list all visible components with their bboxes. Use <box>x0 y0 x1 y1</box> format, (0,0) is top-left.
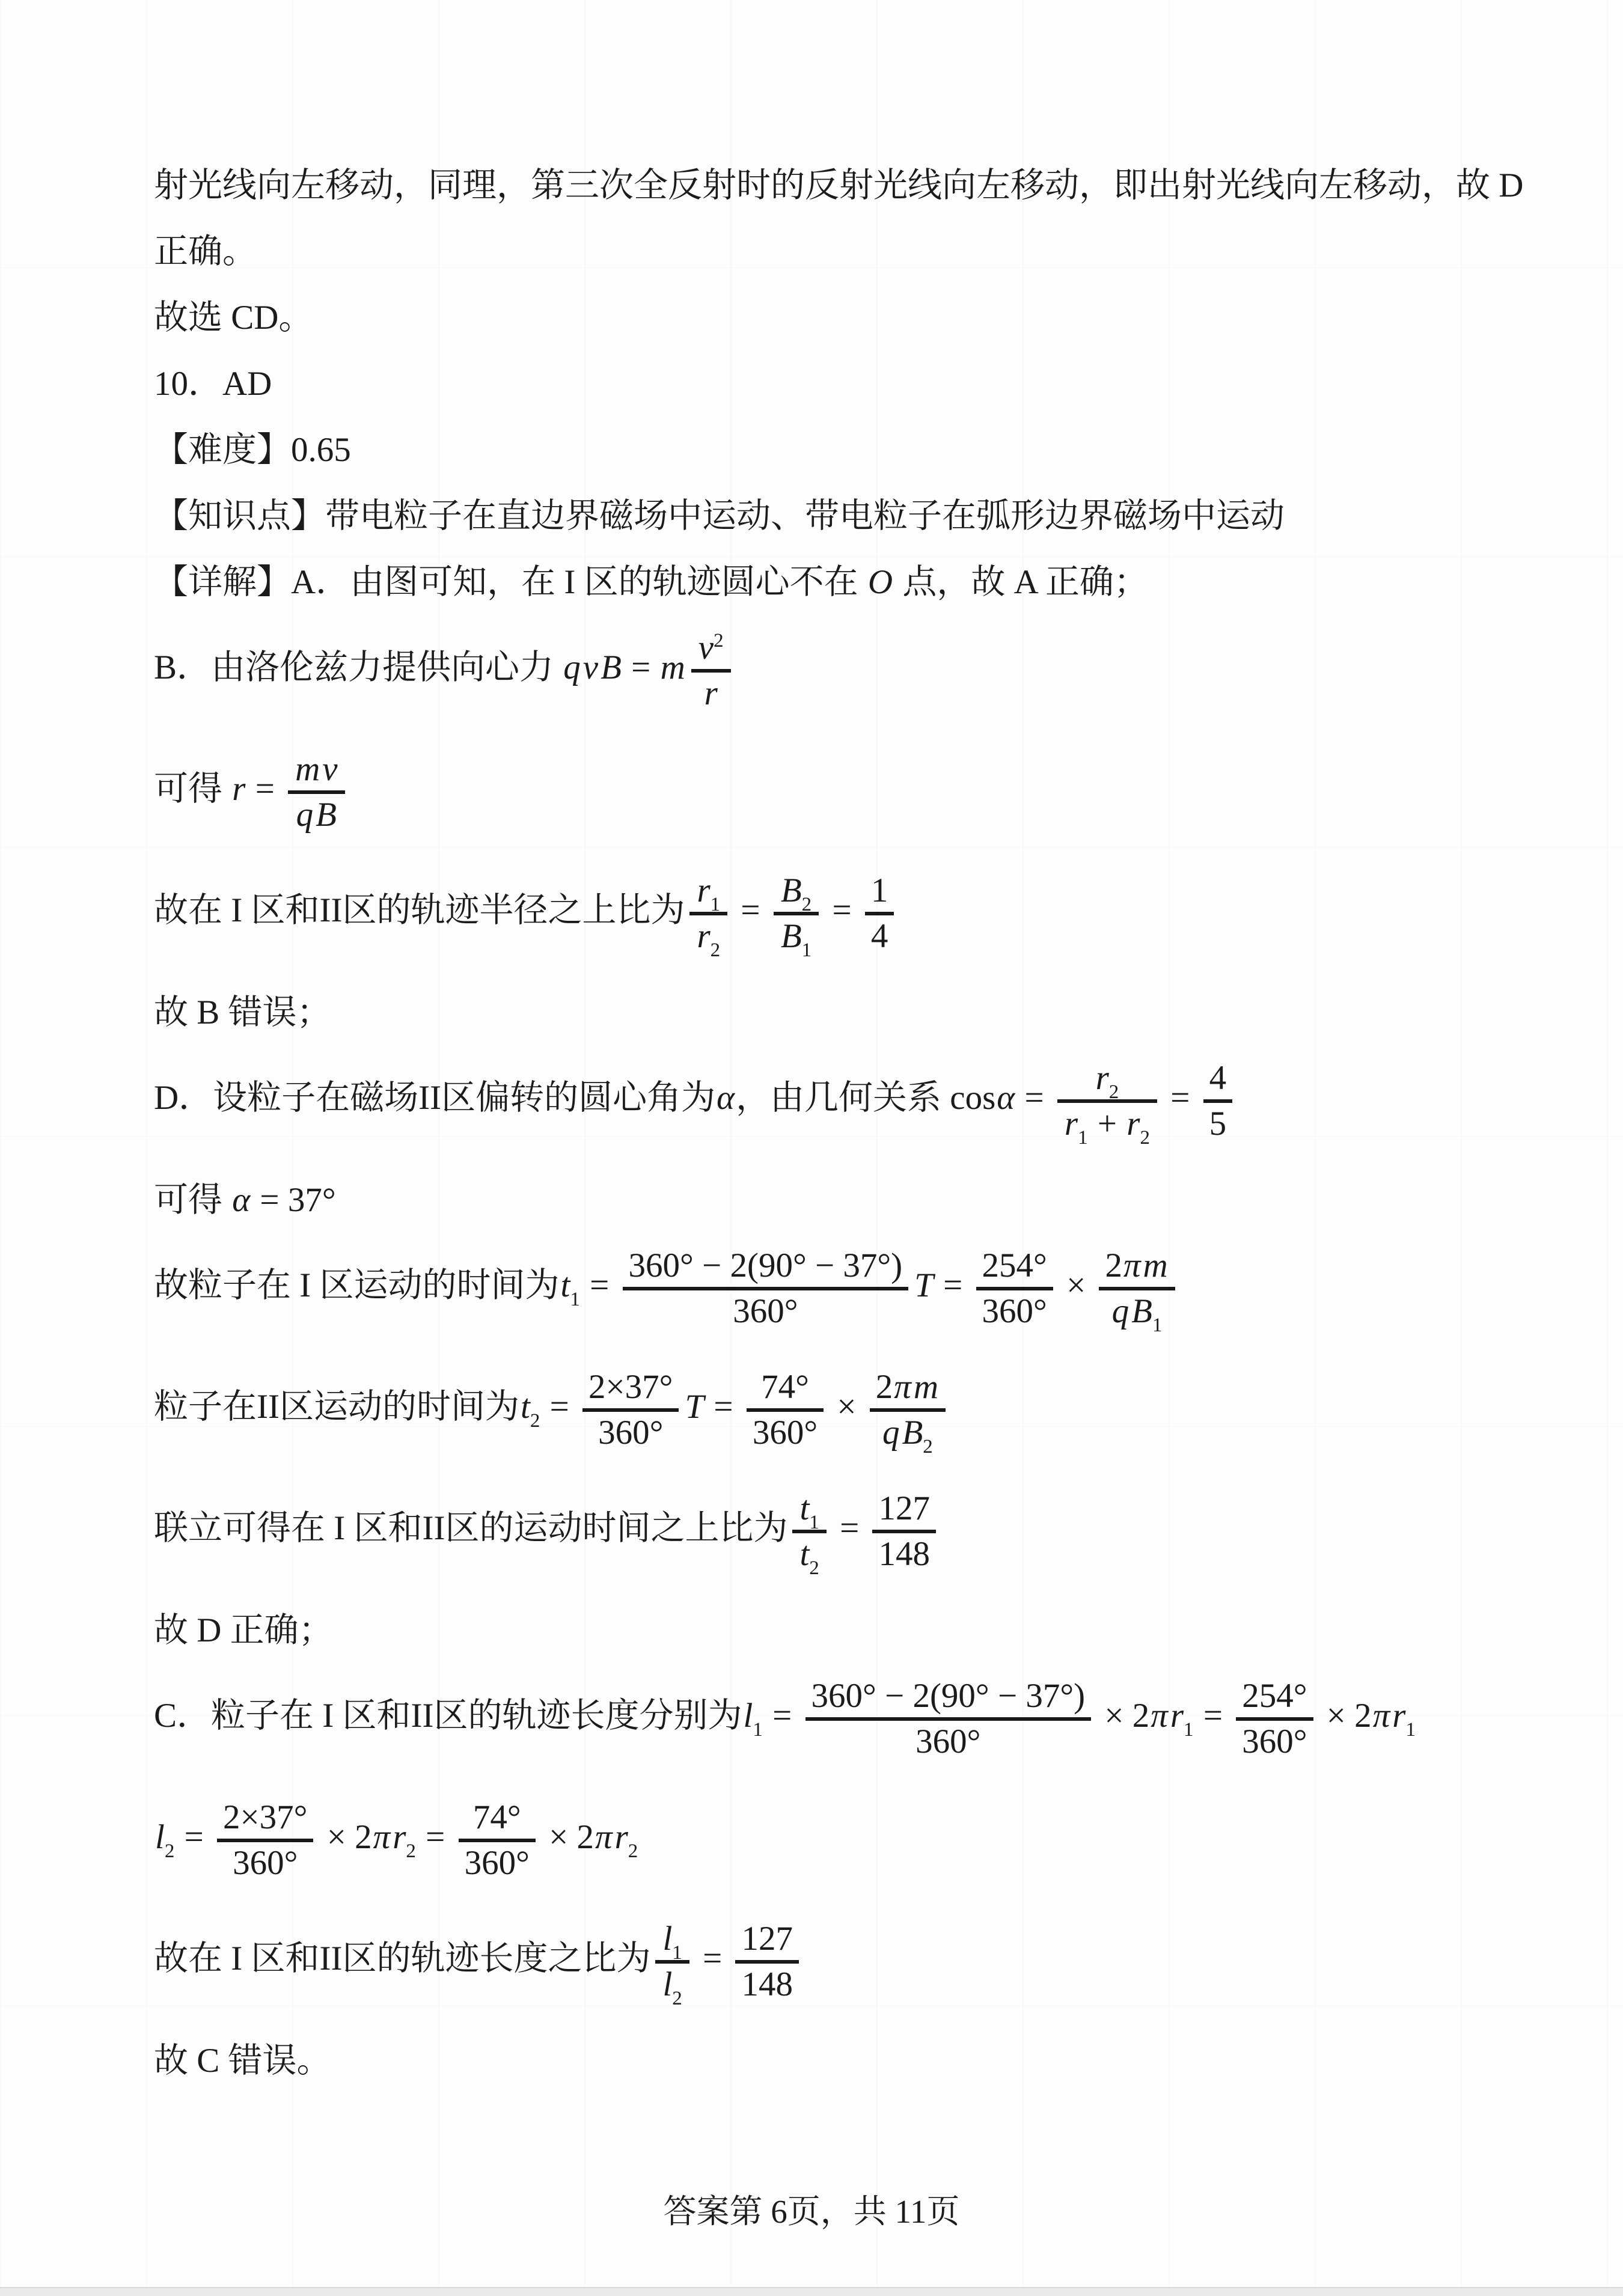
subscript: 2 <box>923 1435 933 1458</box>
fraction-denominator <box>1099 1290 1175 1336</box>
subscript: 1 <box>809 1511 819 1533</box>
text-run: 2×37° <box>588 1368 673 1406</box>
text-run: 148 <box>741 1965 793 2003</box>
text-run: = <box>1194 1697 1232 1735</box>
text-run: 故 C 错误。 <box>154 2042 331 2080</box>
text-run: = <box>1161 1079 1199 1117</box>
fraction <box>805 1678 1092 1760</box>
formula-line <box>154 1678 1497 1760</box>
subscript: 2 <box>1108 1081 1119 1103</box>
text-run: 2 <box>875 1368 893 1406</box>
math-variable: $B_1$ <box>780 917 812 961</box>
text-run: = <box>824 891 860 930</box>
answer-content <box>154 166 1524 2108</box>
formula-line <box>154 1489 1497 1579</box>
math-variable: $l_2$ <box>155 1818 175 1862</box>
text-run: 1 <box>870 872 888 909</box>
math-variable: π <box>1151 1697 1168 1735</box>
text-line <box>154 564 1497 601</box>
math-variable: π <box>1123 1247 1141 1284</box>
math-variable: O <box>867 563 893 601</box>
math-variable: $r_2$ <box>1095 1059 1119 1103</box>
math-variable: $t_2$ <box>520 1388 540 1432</box>
text-line <box>154 299 1497 337</box>
fraction <box>747 1369 824 1451</box>
math-variable: $t_2$ <box>799 1535 819 1579</box>
math-variable: q <box>882 1414 900 1452</box>
text-run: 故在 I 区和II区的轨迹半径之上比为 <box>154 891 685 930</box>
fraction-numerator <box>805 1678 1092 1721</box>
math-variable: $r_2$ <box>1126 1105 1150 1149</box>
fraction <box>735 1921 799 2003</box>
formula-line <box>154 751 1497 833</box>
formula-line <box>154 1920 1497 2009</box>
fraction-numerator <box>976 1248 1053 1290</box>
text-line <box>154 432 1497 469</box>
text-run: 127 <box>878 1489 930 1527</box>
text-run: 127 <box>741 1920 793 1958</box>
fraction-denominator <box>655 1964 689 2009</box>
math-variable: v <box>582 649 599 687</box>
formula-line <box>154 1059 1497 1149</box>
text-run: 360° <box>464 1844 530 1882</box>
text-run: = <box>541 1388 578 1426</box>
text-run: 可得 <box>154 1181 231 1219</box>
subscript: 1 <box>710 893 721 915</box>
formula-line <box>154 1368 1497 1458</box>
fraction-denominator <box>1057 1103 1157 1149</box>
fraction-denominator <box>792 1533 826 1579</box>
fraction-denominator <box>805 1721 1092 1760</box>
text-line <box>154 994 1497 1031</box>
fraction-numerator <box>1236 1678 1313 1721</box>
math-variable: m <box>295 750 320 788</box>
fraction-denominator <box>865 915 894 954</box>
text-run: 点，故 A 正确； <box>894 563 1148 601</box>
fraction <box>872 1491 936 1572</box>
math-variable: π <box>595 1818 613 1857</box>
text-run: × <box>828 1388 865 1426</box>
fraction-numerator <box>865 873 894 915</box>
math-variable: $l_1$ <box>662 1920 682 1964</box>
scan-bottom-edge <box>0 2287 1623 2296</box>
math-variable: $r_2$ <box>393 1818 416 1862</box>
text-run: 4 <box>870 917 888 955</box>
math-variable: $v^2$ <box>698 629 724 667</box>
text-run: × 2 <box>1096 1697 1150 1735</box>
math-variable: π <box>1372 1697 1390 1735</box>
text-run: 360° <box>982 1292 1047 1330</box>
text-run: = <box>622 649 659 687</box>
fraction-denominator <box>747 1412 824 1451</box>
text-run: ，由几何关系 cos <box>736 1079 996 1117</box>
superscript: 2 <box>714 630 724 652</box>
subscript: 2 <box>809 1557 819 1579</box>
text-run: = <box>694 1940 731 1978</box>
math-variable: α <box>232 1181 251 1219</box>
fraction-denominator <box>774 915 819 961</box>
text-run: 360° <box>915 1723 981 1760</box>
text-run: = <box>1016 1079 1053 1117</box>
fraction-denominator <box>623 1290 909 1330</box>
math-variable: $B_1$ <box>1131 1292 1163 1336</box>
text-run: 故 B 错误； <box>154 994 331 1031</box>
math-variable: T <box>685 1388 705 1426</box>
text-run: × 2 <box>318 1818 372 1857</box>
fraction-denominator <box>872 1533 936 1572</box>
fraction-numerator <box>792 1491 826 1533</box>
fraction <box>1236 1678 1313 1760</box>
math-variable: $r_1$ <box>1064 1105 1088 1149</box>
fraction-denominator <box>689 915 727 961</box>
fraction-denominator <box>735 1964 799 2003</box>
text-run: 故 D 正确； <box>154 1611 333 1649</box>
text-line <box>154 166 1524 204</box>
text-line <box>154 365 1497 403</box>
fraction-numerator <box>774 873 819 915</box>
page-footer-text: 答案第 6页，共 11页 <box>663 2193 960 2230</box>
text-run: 【知识点】带电粒子在直边界磁场中运动、带电粒子在弧形边界磁场中运动 <box>154 497 1285 535</box>
math-variable: $r_2$ <box>614 1818 638 1862</box>
formula-line <box>154 1247 1497 1336</box>
math-variable: $B_2$ <box>780 872 812 915</box>
text-run: 可得 <box>154 770 231 808</box>
math-variable: m <box>913 1368 938 1406</box>
subscript: 2 <box>710 939 721 961</box>
text-run: 【详解】A．由图可知，在 I 区的轨迹圆心不在 <box>154 563 867 601</box>
math-variable: $l_2$ <box>662 1965 682 2009</box>
page-footer <box>0 2194 1623 2230</box>
text-run: = <box>176 1818 213 1857</box>
text-run: 74° <box>761 1368 809 1406</box>
text-run: C．粒子在 I 区和II区的轨迹长度分别为 <box>154 1697 742 1735</box>
fraction <box>655 1920 689 2009</box>
text-run: D．设粒子在磁场II区偏转的圆心角为 <box>154 1079 716 1117</box>
fraction-denominator <box>691 673 731 712</box>
text-run: 360° <box>733 1292 798 1330</box>
text-run: 射光线向左移动，同理，第三次全反射时的反射光线向左移动，即出射光线向左移动，故 D <box>154 166 1524 204</box>
text-run: 联立可得在 I 区和II区的运动时间之上比为 <box>154 1509 788 1548</box>
fraction <box>976 1248 1053 1330</box>
subscript: 1 <box>753 1718 763 1741</box>
text-run: 4 <box>1209 1059 1227 1097</box>
math-variable: T <box>914 1266 934 1305</box>
math-variable: r <box>704 674 718 712</box>
fraction-numerator <box>217 1800 313 1842</box>
fraction-denominator <box>288 794 344 833</box>
text-run: = 37° <box>251 1181 336 1219</box>
fraction <box>1099 1247 1175 1336</box>
fraction-numerator <box>623 1248 909 1290</box>
fraction-numerator <box>872 1491 936 1533</box>
fraction-numerator <box>870 1369 946 1412</box>
fraction-numerator <box>691 630 731 673</box>
subscript: 1 <box>801 939 812 961</box>
text-run: 74° <box>472 1798 521 1836</box>
subscript: 2 <box>672 1987 682 2009</box>
math-variable: $r_2$ <box>697 917 721 961</box>
fraction <box>870 1368 946 1458</box>
text-run: 254° <box>982 1247 1047 1284</box>
text-run: = <box>246 770 284 808</box>
text-run: 故在 I 区和II区的轨迹长度之比为 <box>154 1940 651 1978</box>
fraction-denominator <box>582 1412 679 1451</box>
text-run: = <box>732 891 769 930</box>
math-variable: v <box>322 750 338 788</box>
text-run: 10．AD <box>154 365 272 403</box>
text-run: 360° <box>233 1844 298 1882</box>
fraction-denominator <box>976 1290 1053 1330</box>
math-variable: $l_1$ <box>743 1697 763 1741</box>
formula-line <box>154 872 1497 961</box>
math-variable: m <box>660 649 685 687</box>
subscript: 1 <box>1184 1718 1194 1741</box>
fraction-numerator <box>582 1369 679 1412</box>
text-run: 2 <box>1105 1247 1122 1284</box>
subscript: 2 <box>530 1409 540 1432</box>
subscript: 1 <box>672 1941 682 1964</box>
fraction-denominator <box>1236 1721 1313 1760</box>
math-variable: $t_1$ <box>560 1266 580 1310</box>
math-variable: r <box>232 770 246 808</box>
fraction-numerator <box>459 1800 536 1842</box>
text-run: × 2 <box>540 1818 594 1857</box>
fraction <box>865 873 894 954</box>
subscript: 2 <box>1140 1126 1150 1149</box>
fraction <box>1057 1059 1157 1149</box>
subscript: 1 <box>1405 1718 1416 1741</box>
text-line <box>154 233 1497 270</box>
text-run: 148 <box>878 1535 930 1573</box>
math-variable: $r_1$ <box>1170 1697 1194 1741</box>
fraction-numerator <box>288 751 344 794</box>
text-run: 360° − 2(90° − 37°) <box>811 1677 1086 1715</box>
text-run: 360° <box>1242 1723 1307 1760</box>
fraction <box>459 1800 536 1881</box>
text-run: = <box>417 1818 454 1857</box>
fraction <box>691 630 731 712</box>
text-run: 故粒子在 I 区运动的时间为 <box>154 1266 560 1305</box>
math-variable: $B_2$ <box>902 1414 933 1458</box>
text-run: = <box>705 1388 742 1426</box>
math-variable: π <box>894 1368 911 1406</box>
fraction-numerator <box>1057 1060 1157 1103</box>
math-variable: π <box>373 1818 391 1857</box>
fraction-numerator <box>735 1921 799 1964</box>
math-variable: q <box>563 649 581 687</box>
fraction <box>288 751 344 833</box>
text-line <box>154 498 1497 535</box>
text-run: 360° <box>752 1414 818 1452</box>
text-run: 粒子在II区运动的时间为 <box>154 1388 519 1426</box>
text-run: × 2 <box>1318 1697 1372 1735</box>
formula-line <box>154 630 1497 712</box>
formula-line <box>154 1800 1497 1881</box>
fraction-denominator <box>459 1842 536 1881</box>
subscript: 2 <box>628 1840 638 1862</box>
math-variable: q <box>296 796 314 834</box>
text-run: + <box>1089 1105 1126 1143</box>
text-line <box>154 1182 1497 1219</box>
text-run: 【难度】0.65 <box>154 431 351 469</box>
fraction-denominator <box>217 1842 313 1881</box>
subscript: 2 <box>801 893 812 915</box>
text-run: 故选 CD。 <box>154 299 313 337</box>
text-run: 5 <box>1209 1105 1227 1143</box>
text-run: × <box>1057 1266 1095 1305</box>
fraction <box>582 1369 679 1451</box>
fraction <box>792 1489 826 1579</box>
math-variable: m <box>1143 1247 1168 1284</box>
fraction <box>1203 1060 1233 1142</box>
math-variable: $r_1$ <box>1392 1697 1416 1741</box>
text-run: 360° <box>598 1414 664 1452</box>
subscript: 1 <box>1152 1314 1163 1336</box>
text-line <box>154 1612 1497 1649</box>
subscript: 1 <box>1078 1126 1088 1149</box>
math-variable: q <box>1111 1292 1129 1330</box>
text-run: 254° <box>1242 1677 1307 1715</box>
subscript: 1 <box>570 1288 580 1310</box>
fraction-numerator <box>1203 1060 1233 1103</box>
text-line <box>154 2042 1497 2080</box>
math-variable: $t_1$ <box>799 1489 819 1533</box>
fraction-numerator <box>689 873 727 915</box>
text-run: B．由洛伦兹力提供向心力 <box>154 649 563 687</box>
text-run: 360° − 2(90° − 37°) <box>628 1247 903 1284</box>
fraction-denominator <box>870 1412 946 1458</box>
fraction <box>689 872 727 961</box>
math-variable: α <box>997 1079 1015 1117</box>
fraction <box>774 872 819 961</box>
text-run: = <box>831 1509 868 1548</box>
math-variable: B <box>316 796 337 834</box>
fraction-denominator <box>1203 1103 1233 1142</box>
text-run: = <box>581 1266 618 1305</box>
subscript: 2 <box>406 1840 416 1862</box>
fraction <box>623 1248 909 1330</box>
text-run: = <box>763 1697 801 1735</box>
fraction-numerator <box>655 1921 689 1964</box>
fraction-numerator <box>1099 1248 1175 1290</box>
subscript: 2 <box>164 1840 175 1862</box>
math-variable: B <box>601 649 622 687</box>
text-run: 2×37° <box>223 1798 308 1836</box>
fraction-numerator <box>747 1369 824 1412</box>
fraction <box>217 1800 313 1881</box>
math-variable: $r_1$ <box>697 872 721 915</box>
math-variable: α <box>717 1079 735 1117</box>
text-run: = <box>934 1266 971 1305</box>
text-run: 正确。 <box>154 233 257 270</box>
